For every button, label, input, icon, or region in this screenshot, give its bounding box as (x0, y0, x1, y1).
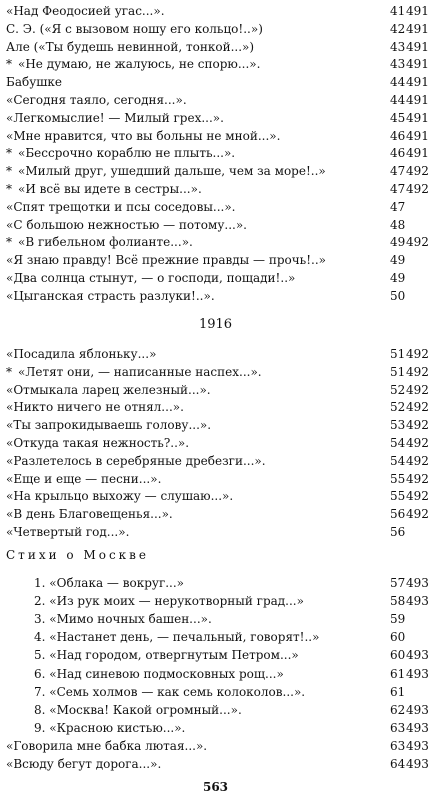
toc-entry (0, 719, 431, 737)
text-page-number: 57 (390, 576, 406, 590)
entry-title (6, 398, 184, 416)
entry-title (6, 269, 295, 287)
entry-text: «Говорила мне бабка лютая...». (6, 738, 208, 753)
entry-text: «Я знаю правду! Всё прежние правды — прочь!..» (6, 253, 326, 268)
entry-title (34, 701, 242, 719)
notes-page-number: 491 (406, 21, 429, 36)
toc-entry (0, 434, 431, 452)
text-page-number: 42 (390, 21, 406, 36)
toc-entry (0, 416, 431, 434)
entry-title (6, 363, 262, 381)
text-page-number: 54 (390, 436, 406, 450)
entry-title (6, 144, 235, 162)
entry-title (6, 345, 156, 363)
notes-page-number: 493 (406, 738, 429, 753)
text-page-number: 44 (390, 93, 406, 107)
entry-title (6, 55, 260, 73)
entry-title (6, 755, 161, 773)
entry-title (6, 470, 161, 488)
entry-text: Але («Ты будешь невинной, тонкой...») (6, 39, 255, 54)
notes-page-number: 493 (406, 576, 429, 590)
entry-text: «Милый друг, ушедший дальше, чем за море!..» (18, 164, 326, 179)
entry-text: «Над Феодосией угас...». (6, 4, 165, 18)
toc-entry (0, 216, 431, 234)
notes-page-number: 492 (406, 347, 429, 361)
entry-title (6, 109, 224, 127)
entry-title (6, 162, 326, 180)
entry-title (34, 719, 185, 737)
notes-page-number: 492 (406, 182, 429, 196)
entry-text: 4. «Настанет день, — печальный, говорят!..» (34, 630, 320, 645)
toc-entry (0, 628, 431, 646)
entry-title (6, 487, 233, 505)
notes-page-number: 491 (406, 93, 429, 107)
year-heading: 1916 (198, 317, 233, 332)
asterisk-mark: * (6, 182, 12, 196)
entry-text: 5. «Над городом, отвергнутым Петром...» (34, 648, 299, 663)
entry-text: «Никто ничего не отнял...». (6, 400, 184, 415)
entry-title (34, 628, 319, 646)
entry-title (6, 452, 266, 470)
notes-page-number: 492 (406, 235, 429, 250)
asterisk-mark: * (6, 364, 12, 379)
toc-entry (0, 38, 431, 56)
entry-text: «Еще и еще — песни...». (6, 471, 162, 486)
entry-title (6, 233, 193, 251)
entry-text: «Легкомыслие! — Милый грех...». (6, 110, 224, 125)
entry-title (6, 91, 187, 109)
text-page-number: 49 (390, 235, 406, 250)
toc-entry (0, 381, 431, 399)
page-number: 563 (202, 780, 229, 794)
entry-text: «Не думаю, не жалуюсь, не спорю...». (18, 57, 261, 72)
toc-entry (0, 523, 431, 541)
notes-page-number: 492 (406, 507, 429, 522)
entry-title (6, 127, 280, 145)
text-page-number: 60 (390, 630, 406, 645)
notes-page-number: 493 (406, 648, 429, 663)
notes-page-number: 492 (406, 436, 429, 450)
text-page-number: 43 (390, 39, 406, 54)
toc-entry (0, 73, 431, 91)
toc-entry (0, 665, 431, 683)
asterisk-mark: * (6, 146, 12, 161)
toc-entry (0, 180, 431, 198)
toc-entry (0, 91, 431, 109)
toc-entry (0, 487, 431, 505)
notes-page-number: 491 (406, 4, 429, 18)
text-page-number: 61 (390, 684, 406, 699)
toc-entry (0, 610, 431, 628)
text-page-number: 55 (390, 489, 406, 504)
asterisk-mark: * (6, 235, 12, 250)
toc-entry (0, 287, 431, 305)
toc-entry (0, 127, 431, 145)
toc-entry (0, 683, 431, 701)
notes-page-number: 493 (406, 757, 429, 771)
entry-text: «Два солнца стынут, — о господи, пощади!..» (6, 271, 296, 285)
entry-text: «Откуда такая нежность?..». (6, 436, 190, 450)
entry-title (6, 2, 165, 20)
entry-title (6, 73, 62, 91)
notes-page-number: 491 (406, 128, 429, 143)
text-page-number: 54 (390, 453, 406, 468)
text-page-number: 51 (390, 364, 406, 379)
notes-page-number: 492 (406, 489, 429, 504)
text-page-number: 55 (390, 471, 406, 486)
entry-text: 9. «Красною кистью...». (34, 720, 186, 735)
text-page-number: 59 (390, 612, 406, 627)
entry-text: «В гибельном фолианте...». (18, 235, 193, 250)
entry-text: С. Э. («Я с вызовом ношу его кольцо!..») (6, 21, 263, 36)
text-page-number: 48 (390, 217, 406, 232)
notes-page-number: 492 (406, 471, 429, 486)
entry-title (34, 665, 284, 683)
entry-text: 2. «Из рук моих — нерукотворный град...» (34, 594, 304, 609)
toc-entry (0, 646, 431, 664)
entry-text: «Всюду бегут дорога...». (6, 757, 162, 771)
text-page-number: 47 (390, 199, 406, 214)
entry-title (34, 646, 299, 664)
toc-entry (0, 162, 431, 180)
toc-entry (0, 345, 431, 363)
entry-text: «На крыльцо выхожу — слушаю...». (6, 489, 234, 504)
toc-entry (0, 737, 431, 755)
notes-page-number: 493 (406, 666, 429, 681)
entry-text: «Четвертый год...». (6, 525, 130, 539)
entry-title (6, 505, 173, 523)
entry-text: «Цыганская страсть разлуки!..». (6, 288, 215, 303)
entry-text: 6. «Над синевою подмосковных рощ...» (34, 666, 284, 681)
text-page-number: 61 (390, 666, 406, 681)
entry-text: 1. «Облака — вокруг...» (34, 576, 185, 590)
entry-title (34, 683, 305, 701)
text-page-number: 41 (390, 4, 406, 18)
text-page-number: 49 (390, 253, 406, 268)
entry-text: Бабушке (6, 75, 63, 90)
notes-page-number: 491 (406, 110, 429, 125)
entry-text: 3. «Мимо ночных башен...». (34, 612, 212, 627)
toc-entry (0, 20, 431, 38)
entry-title (6, 381, 211, 399)
notes-page-number: 493 (406, 594, 429, 609)
toc-entry (0, 755, 431, 773)
toc-entry (0, 470, 431, 488)
notes-page-number: 492 (406, 453, 429, 468)
entry-text: 8. «Москва! Какой огромный...». (34, 702, 242, 717)
notes-page-number: 492 (406, 164, 429, 179)
text-page-number: 49 (390, 271, 406, 285)
notes-page-number: 491 (406, 75, 429, 90)
notes-page-number: 493 (406, 720, 429, 735)
notes-page-number: 492 (406, 382, 429, 397)
text-page-number: 56 (390, 525, 406, 539)
entry-title (6, 180, 202, 198)
toc-entry (0, 363, 431, 381)
entry-text: «Ты запрокидываешь голову...». (6, 418, 212, 433)
toc-entry (0, 55, 431, 73)
entry-text: «В день Благовещенья...». (6, 507, 173, 522)
entry-text: «И всё вы идете в сестры...». (18, 182, 202, 196)
notes-page-number: 492 (406, 400, 429, 415)
notes-page-number: 491 (406, 39, 429, 54)
toc-entry (0, 701, 431, 719)
text-page-number: 46 (390, 128, 406, 143)
asterisk-mark: * (6, 57, 12, 72)
text-page-number: 63 (390, 738, 406, 753)
section-title: Стихи о Москве (6, 548, 150, 562)
entry-text: «Мне нравится, что вы больны не мной...». (6, 128, 281, 143)
entry-text: «Спят трещотки и псы соседовы...». (6, 199, 236, 214)
entry-text: «Бессрочно кораблю не плыть...». (18, 146, 236, 161)
text-page-number: 45 (390, 110, 406, 125)
entry-title (6, 737, 207, 755)
text-page-number: 47 (390, 164, 406, 179)
toc-entry (0, 269, 431, 287)
toc-entry (0, 144, 431, 162)
entry-text: «Отмыкала ларец железный...». (6, 382, 211, 397)
toc-entry (0, 452, 431, 470)
text-page-number: 58 (390, 594, 406, 609)
text-page-number: 64 (390, 757, 406, 771)
text-page-number: 62 (390, 702, 406, 717)
entry-text: «Разлетелось в серебряные дребезги...». (6, 453, 266, 468)
toc-entry (0, 398, 431, 416)
text-page-number: 60 (390, 648, 406, 663)
toc-entry (0, 198, 431, 216)
text-page-number: 46 (390, 146, 406, 161)
text-page-number: 63 (390, 720, 406, 735)
entry-title (6, 416, 211, 434)
text-page-number: 43 (390, 57, 406, 72)
entry-text: «Сегодня таяло, сегодня...». (6, 93, 187, 107)
text-page-number: 52 (390, 382, 406, 397)
asterisk-mark: * (6, 164, 12, 179)
toc-entry (0, 109, 431, 127)
entry-title (34, 574, 184, 592)
notes-page-number: 493 (406, 702, 429, 717)
entry-text: «Летят они, — написанные наспех...». (18, 364, 262, 379)
toc-entry (0, 505, 431, 523)
toc-entry (0, 2, 431, 20)
notes-page-number: 491 (406, 57, 429, 72)
notes-page-number: 492 (406, 418, 429, 433)
text-page-number: 50 (390, 288, 406, 303)
entry-title (34, 592, 304, 610)
text-page-number: 53 (390, 418, 406, 433)
entry-title (6, 198, 235, 216)
entry-title (6, 434, 189, 452)
toc-entry (0, 251, 431, 269)
entry-text: «Посадила яблоньку...» (6, 347, 157, 361)
entry-title (6, 523, 129, 541)
toc-entry (0, 592, 431, 610)
entry-title (6, 251, 326, 269)
text-page-number: 52 (390, 400, 406, 415)
text-page-number: 51 (390, 347, 406, 361)
text-page-number: 56 (390, 507, 406, 522)
notes-page-number: 492 (406, 364, 429, 379)
entry-text: «С большою нежностью — потому...». (6, 217, 247, 232)
toc-entry (0, 574, 431, 592)
entry-title (6, 216, 247, 234)
text-page-number: 44 (390, 75, 406, 90)
entry-title (6, 287, 215, 305)
toc-entry (0, 233, 431, 251)
notes-page-number: 491 (406, 146, 429, 161)
entry-title (6, 20, 263, 38)
entry-text: 7. «Семь холмов — как семь колоколов...». (34, 684, 306, 699)
entry-title (6, 38, 254, 56)
entry-title (34, 610, 212, 628)
text-page-number: 47 (390, 182, 406, 196)
